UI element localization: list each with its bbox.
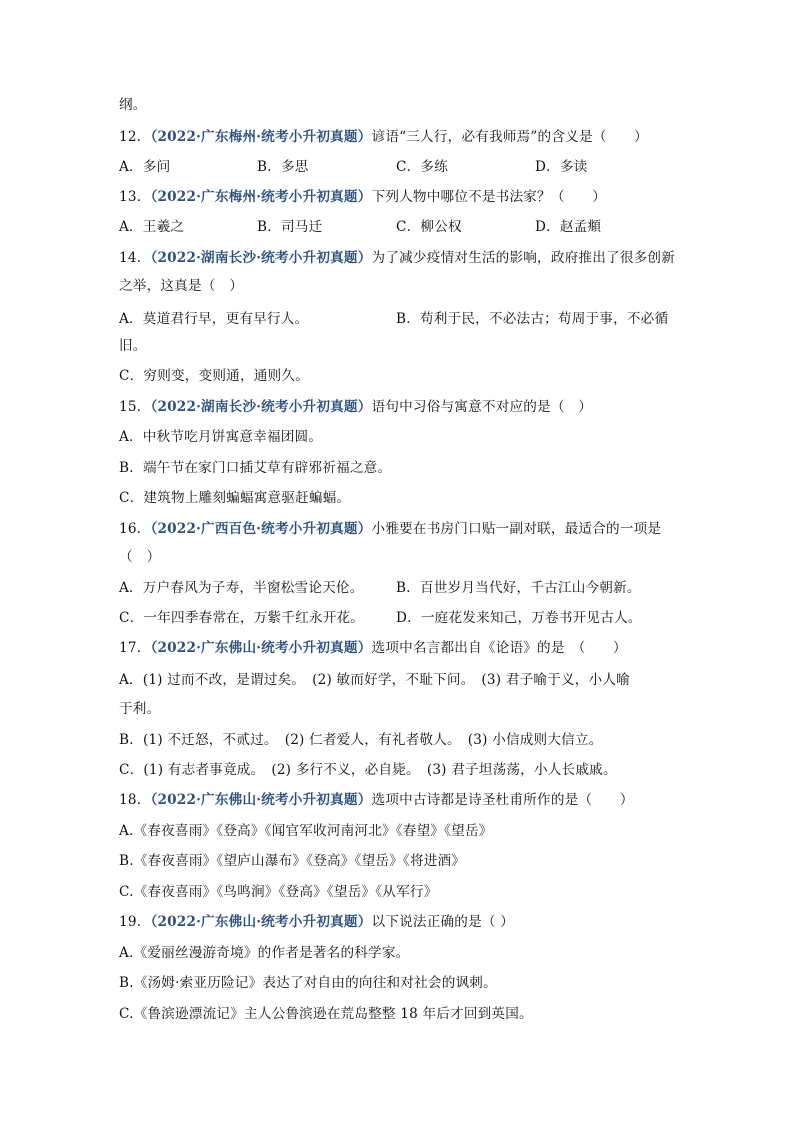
question-13 [119, 187, 694, 207]
question-number: 18． [119, 792, 151, 808]
question-number: 12． [119, 129, 151, 145]
option-b: B．端午节在家门口插艾草有辟邪祈福之意。 [119, 460, 392, 476]
question-source: （2022·广东佛山·统考小升初真题） [150, 792, 372, 808]
option-b: B.《汤姆·索亚历险记》表达了对自由的向往和对社会的讽刺。 [119, 975, 497, 991]
option-b: B．苟利于民，不必法古；苟周于事，不必循 [396, 311, 669, 327]
option-b: B．多思 [257, 159, 309, 175]
option-a: A.《春夜喜雨》《登高》《闻官军收河南河北》《春望》《望岳》 [119, 823, 493, 839]
option-b: B．百世岁月当代好，千古江山今朝新。 [396, 580, 641, 596]
question-number: 14． [119, 250, 151, 266]
option-c: C．柳公权 [396, 219, 462, 235]
option-b: B．(1) 不迁怒，不贰过。 (2) 仁者爱人，有礼者敬人。 (3) 小信成则大信立。 [119, 732, 603, 748]
option-d: D．赵孟頫 [535, 219, 602, 235]
question-number: 13． [119, 189, 151, 205]
question-14 [119, 248, 694, 268]
option-a-continued: 于利。 [119, 701, 161, 717]
question-source: （2022·广东梅州·统考小升初真题） [150, 129, 372, 145]
question-stem: 为了减少疫情对生活的影响，政府推出了很多创新 [371, 250, 675, 266]
question-16 [119, 519, 694, 539]
question-source: （2022·广东佛山·统考小升初真题） [150, 640, 372, 656]
option-b: B.《春夜喜雨》《望庐山瀑布》《登高》《望岳》《将进酒》 [119, 853, 466, 869]
question-source: （2022·广西百色·统考小升初真题） [150, 521, 372, 537]
question-stem: 谚语“三人行，必有我师焉”的含义是（ ） [371, 129, 648, 145]
question-source: （2022·广东梅州·统考小升初真题） [150, 189, 372, 205]
question-18 [119, 790, 694, 810]
question-14-stem-continued: 之举，这真是（ ） [119, 278, 244, 294]
question-stem: 下列人物中哪位不是书法家？（ ） [371, 189, 607, 205]
option-d: D．一庭花发来知己，万卷书开见古人。 [396, 610, 642, 626]
option-a: A．王羲之 [119, 219, 185, 235]
option-c: C．穷则变，变则通，通则久。 [119, 368, 309, 384]
question-stem: 语句中习俗与寓意不对应的是（ ） [371, 399, 593, 415]
question-16-stem-continued: （ ） [119, 549, 161, 565]
option-a: A．莫道君行早，更有早行人。 [119, 311, 309, 327]
option-a: A．万户春风为子寿，半窗松雪论天伦。 [119, 580, 364, 596]
text-fragment: 纲。 [119, 97, 147, 113]
option-a: A．(1) 过而不改，是谓过矣。 (2) 敏而好学，不耻下问。 (3) 君子喻于义，小人喻 [119, 672, 630, 688]
question-number: 16． [119, 521, 151, 537]
question-stem: 小雅要在书房门口贴一副对联，最适合的一项是 [371, 521, 662, 537]
question-stem: 选项中古诗都是诗圣杜甫所作的是（ ） [371, 792, 634, 808]
question-source: （2022·湖南长沙·统考小升初真题） [150, 399, 372, 415]
question-12 [119, 127, 694, 147]
question-stem: 以下说法正确的是（ ） [371, 914, 514, 930]
option-a: A．中秋节吃月饼寓意幸福团圆。 [119, 429, 323, 445]
option-a: A．多问 [119, 159, 171, 175]
option-b-continued: 旧。 [119, 338, 147, 354]
question-number: 15． [119, 399, 151, 415]
option-c: C．建筑物上雕刻蝙蝠寓意驱赶蝙蝠。 [119, 490, 351, 506]
question-19 [119, 912, 694, 932]
option-c: C．多练 [396, 159, 448, 175]
option-c: C.《春夜喜雨》《鸟鸣涧》《登高》《望岳》《从军行》 [119, 884, 438, 900]
option-c: C．(1) 有志者事竟成。 (2) 多行不义，必自毙。 (3) 君子坦荡荡，小人长戚戚。 [119, 762, 617, 778]
question-stem: 选项中名言都出自《论语》的是 （ ） [371, 640, 627, 656]
question-number: 19． [119, 914, 151, 930]
question-source: （2022·湖南长沙·统考小升初真题） [150, 250, 372, 266]
question-17 [119, 638, 694, 658]
option-d: D．多读 [535, 159, 588, 175]
option-b: B．司马迁 [257, 219, 323, 235]
question-number: 17． [119, 640, 151, 656]
option-c: C.《鲁滨逊漂流记》主人公鲁滨逊在荒岛整整 18 年后才回到英国。 [119, 1006, 533, 1022]
question-15 [119, 397, 694, 417]
question-source: （2022·广东佛山·统考小升初真题） [150, 914, 372, 930]
option-a: A.《爱丽丝漫游奇境》的作者是著名的科学家。 [119, 945, 410, 961]
option-c: C．一年四季春常在，万紫千红永开花。 [119, 610, 365, 626]
